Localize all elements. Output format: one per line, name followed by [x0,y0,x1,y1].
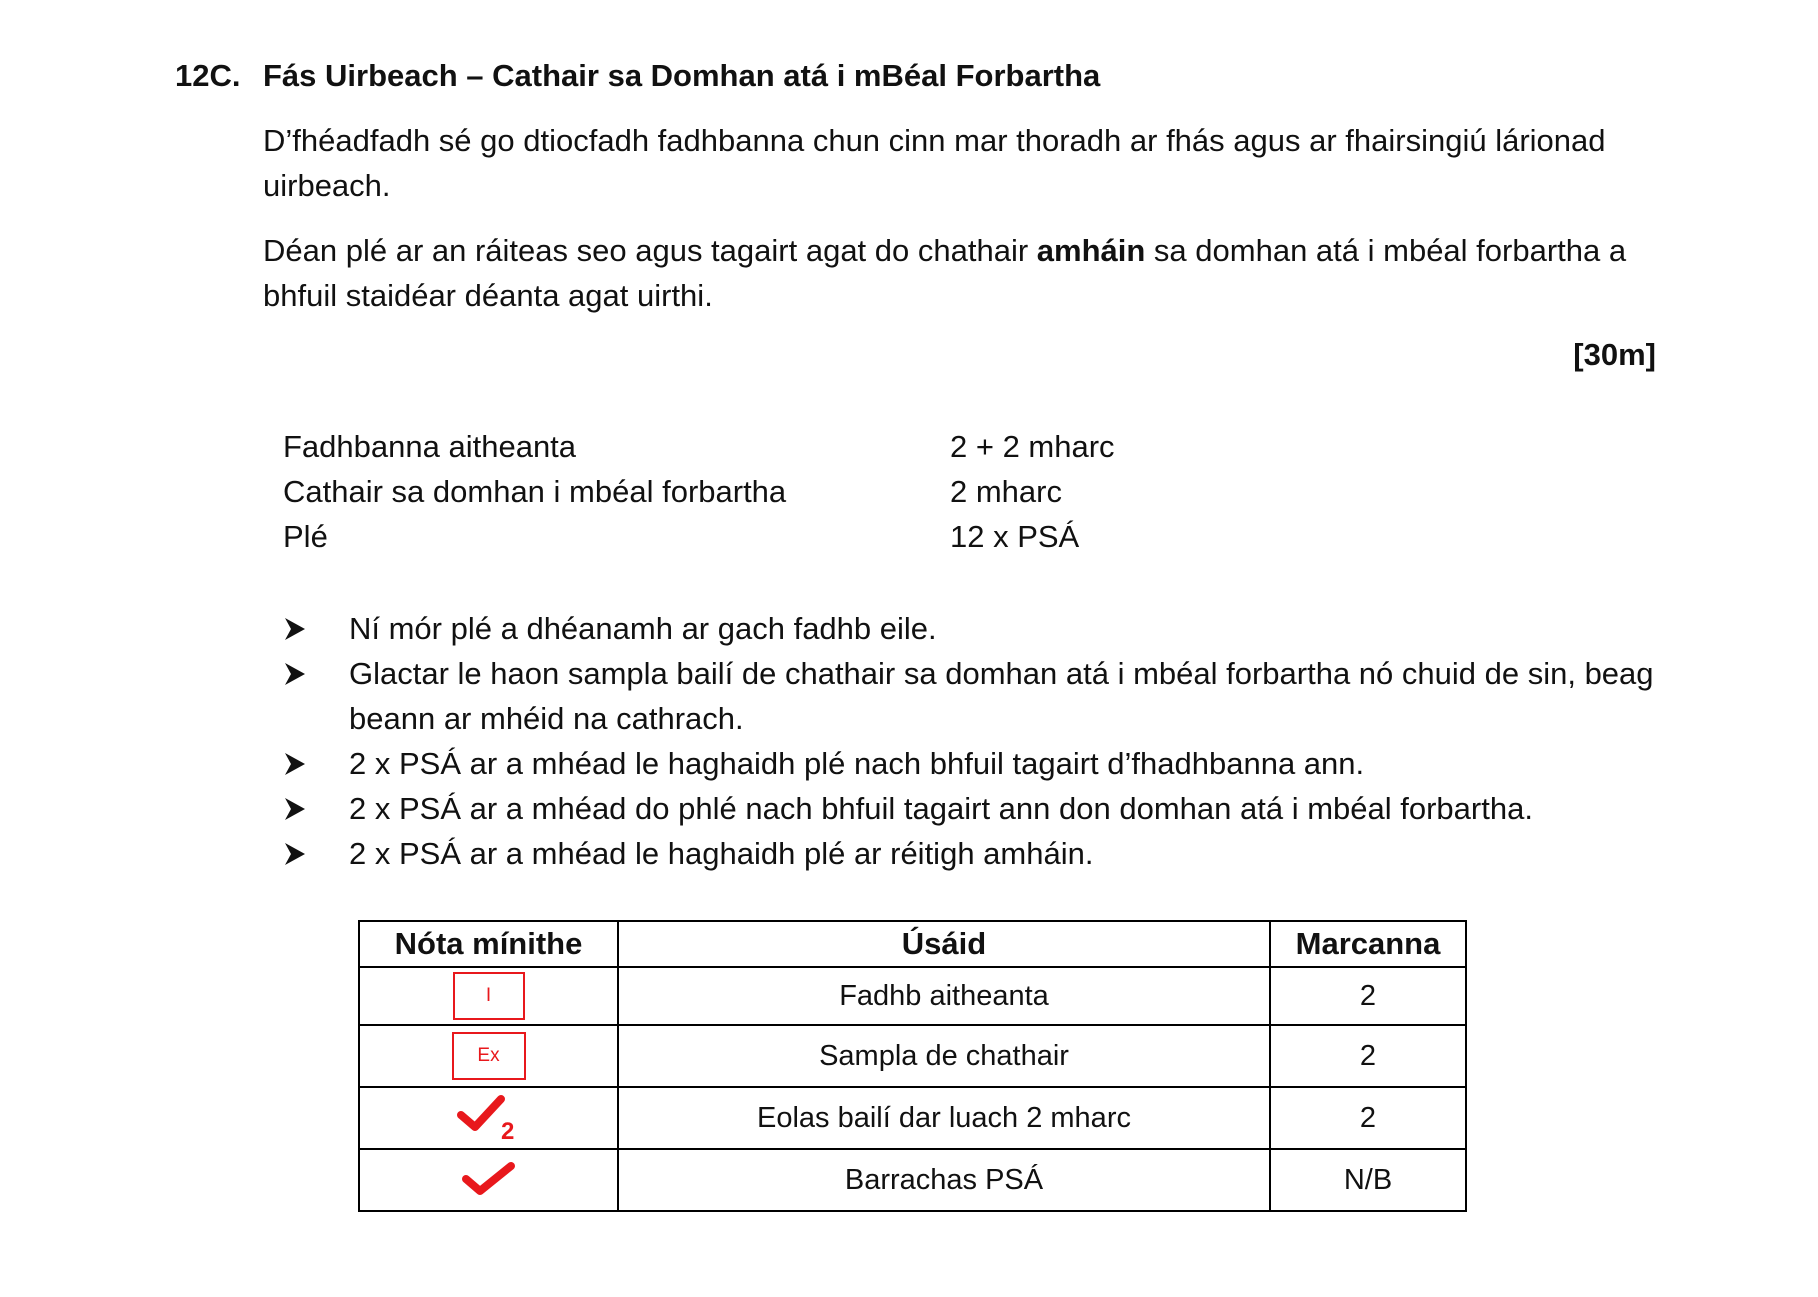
allocation-label: Plé [283,519,328,554]
arrow-bullet-icon [285,753,305,775]
annotation-cell [359,1149,618,1211]
arrow-bullet-icon [285,798,305,820]
arrow-bullet-icon [285,618,305,640]
table-row [359,1087,1466,1149]
paragraph-2-start: Déan plé ar an ráiteas seo agus tagairt agat do chathair [263,233,1037,268]
note-text: 2 x PSÁ ar a mhéad le haghaidh plé nach bhfuil tagairt d’fhadhbanna ann. [349,746,1365,781]
list-item [283,606,1663,651]
column-header: Nóta mínithe [359,921,618,967]
usage-cell: Eolas bailí dar luach 2 mharc [618,1087,1270,1149]
annotation-cell [359,1087,618,1149]
column-header: Marcanna [1270,921,1466,967]
paragraph-2-end: sa domhan atá i mbéal forbartha a bhfuil staidéar déanta agat uirthi. [263,233,1627,313]
allocation-label: Fadhbanna aitheanta [283,429,577,464]
marking-notes-list [283,606,1663,876]
marks-cell: 2 [1270,1025,1466,1087]
question-paragraph-1: D’fhéadfadh sé go dtiocfadh fadhbanna chun cinn mar thoradh ar fhás agus ar fhairsingiú lárionad uirbeach. [263,123,1606,203]
paragraph-2-emphasis: amháin [1036,233,1146,268]
note-text: 2 x PSÁ ar a mhéad le haghaidh plé ar réitigh amháin. [349,836,1094,871]
question-heading [175,58,1100,94]
table-row [359,1149,1466,1211]
column-header: Úsáid [618,921,1270,967]
question-title: Fás Uirbeach – Cathair sa Domhan atá i mBéal Forbartha [263,58,1101,93]
annotation-cell [359,1025,618,1087]
marks-cell: 2 [1270,1087,1466,1149]
question-paragraph-2 [263,228,1663,318]
note-text: 2 x PSÁ ar a mhéad do phlé nach bhfuil tagairt ann don domhan atá i mbéal forbartha. [349,791,1533,826]
allocation-value: 12 x PSÁ [950,519,1080,554]
list-item [283,741,1663,786]
marks-cell: 2 [1270,967,1466,1025]
note-text: Ní mór plé a dhéanamh ar gach fadhb eile. [349,611,937,646]
red-box-i-icon: I [453,972,525,1020]
list-item [283,651,1663,741]
annotation-key-table [358,920,1467,1212]
list-item [283,831,1663,876]
list-item [283,786,1663,831]
allocation-label: Cathair sa domhan i mbéal forbartha [283,474,787,509]
question-number: 12C. [175,58,241,93]
allocation-value: 2 + 2 mharc [950,429,1115,464]
mark-allocation [283,424,1115,559]
table-row [359,967,1466,1025]
note-text: Glactar le haon sampla bailí de chathair sa domhan atá i mbéal forbartha nó chuid de sin, beag beann ar mhéid na cathrach. [349,656,1654,736]
table-header-row [359,921,1466,967]
allocation-row [283,424,1115,469]
usage-cell: Fadhb aitheanta [618,967,1270,1025]
red-tick-2-icon [457,1093,521,1143]
arrow-bullet-icon [285,843,305,865]
allocation-row [283,469,1062,514]
tick-subscript: 2 [500,1118,514,1143]
allocation-value: 2 mharc [950,474,1062,509]
arrow-bullet-icon [285,663,305,685]
red-box-ex-icon: Ex [452,1032,526,1080]
total-marks: [30m] [1573,337,1656,372]
allocation-row [283,514,1080,559]
usage-cell: Sampla de chathair [618,1025,1270,1087]
table-row [359,1025,1466,1087]
annotation-cell [359,967,618,1025]
marks-cell: N/B [1270,1149,1466,1211]
usage-cell: Barrachas PSÁ [618,1149,1270,1211]
red-tick-icon [461,1160,517,1200]
